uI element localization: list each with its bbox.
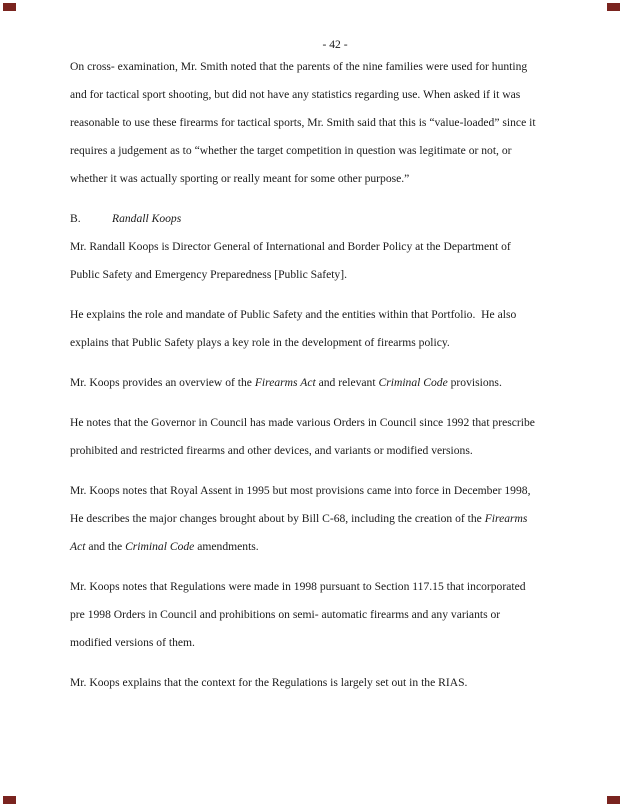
text-run: Public Safety and Emergency Preparedness [Public Safety]. xyxy=(70,268,347,281)
text-run: Mr. Koops explains that the context for the Regulations is largely set out in the RIAS. xyxy=(70,676,468,689)
text-run: prohibited and restricted firearms and other devices, and variants or modified versions. xyxy=(70,444,473,457)
paragraph-firearms-act-overview xyxy=(70,369,570,397)
italic-text-run: Criminal Code xyxy=(125,540,195,553)
page-number: - 42 - xyxy=(322,38,348,51)
paragraph-royal-assent xyxy=(70,477,570,561)
text-run: Mr. Koops notes that Royal Assent in 1995 but most provisions came into force in December 1998, xyxy=(70,484,531,497)
paragraph-koops-role xyxy=(70,233,570,289)
italic-text-run: Randall Koops xyxy=(112,212,182,225)
paragraph-regulations-1998 xyxy=(70,573,570,657)
corner-mark-bottom-right xyxy=(607,796,620,804)
text-run: Mr. Randall Koops is Director General of International and Border Policy at the Department of xyxy=(70,240,511,253)
text-run: modified versions of them. xyxy=(70,636,195,649)
text-run: Mr. Koops notes that Regulations were made in 1998 pursuant to Section 117.15 that incorporated xyxy=(70,580,526,593)
corner-mark-bottom-left xyxy=(3,796,16,804)
text-run: and relevant xyxy=(315,376,379,389)
text-run: whether it was actually sporting or really meant for some other purpose.” xyxy=(70,172,410,185)
italic-text-run: Firearms xyxy=(484,512,528,525)
italic-text-run: Firearms Act xyxy=(254,376,316,389)
italic-text-run: Act xyxy=(70,540,86,553)
text-run: He notes that the Governor in Council has made various Orders in Council since 1992 that prescribe xyxy=(70,416,535,429)
text-run: and for tactical sport shooting, but did not have any statistics regarding use. When asked if it was xyxy=(70,88,521,101)
corner-mark-top-right xyxy=(607,3,620,11)
text-run: Mr. Koops provides an overview of the xyxy=(70,376,255,389)
paragraph-cross-examination xyxy=(70,53,570,193)
text-run: He describes the major changes brought about by Bill C-68, including the creation of the xyxy=(70,512,485,525)
paragraph-public-safety-mandate xyxy=(70,301,570,357)
text-run: requires a judgement as to “whether the target competition in question was legitimate or not, or xyxy=(70,144,512,157)
text-run: He explains the role and mandate of Public Safety and the entities within that Portfolio. He also xyxy=(70,308,517,321)
text-run: provisions. xyxy=(447,376,502,389)
italic-text-run: Criminal Code xyxy=(378,376,448,389)
paragraph-orders-in-council xyxy=(70,409,570,465)
text-run: On cross- examination, Mr. Smith noted that the parents of the nine families were used for hunting xyxy=(70,60,528,73)
document-body xyxy=(70,53,570,697)
heading-label: B. xyxy=(70,212,81,225)
corner-mark-top-left xyxy=(3,3,16,11)
text-run: reasonable to use these firearms for tactical sports, Mr. Smith said that this is “value-loaded” since it xyxy=(70,116,536,129)
paragraph-rias-context xyxy=(70,669,570,697)
heading-section-b xyxy=(70,205,570,233)
text-run: and the xyxy=(85,540,126,553)
text-run: explains that Public Safety plays a key role in the development of firearms policy. xyxy=(70,336,450,349)
text-run: amendments. xyxy=(194,540,259,553)
text-run: pre 1998 Orders in Council and prohibitions on semi- automatic firearms and any variants or xyxy=(70,608,501,621)
